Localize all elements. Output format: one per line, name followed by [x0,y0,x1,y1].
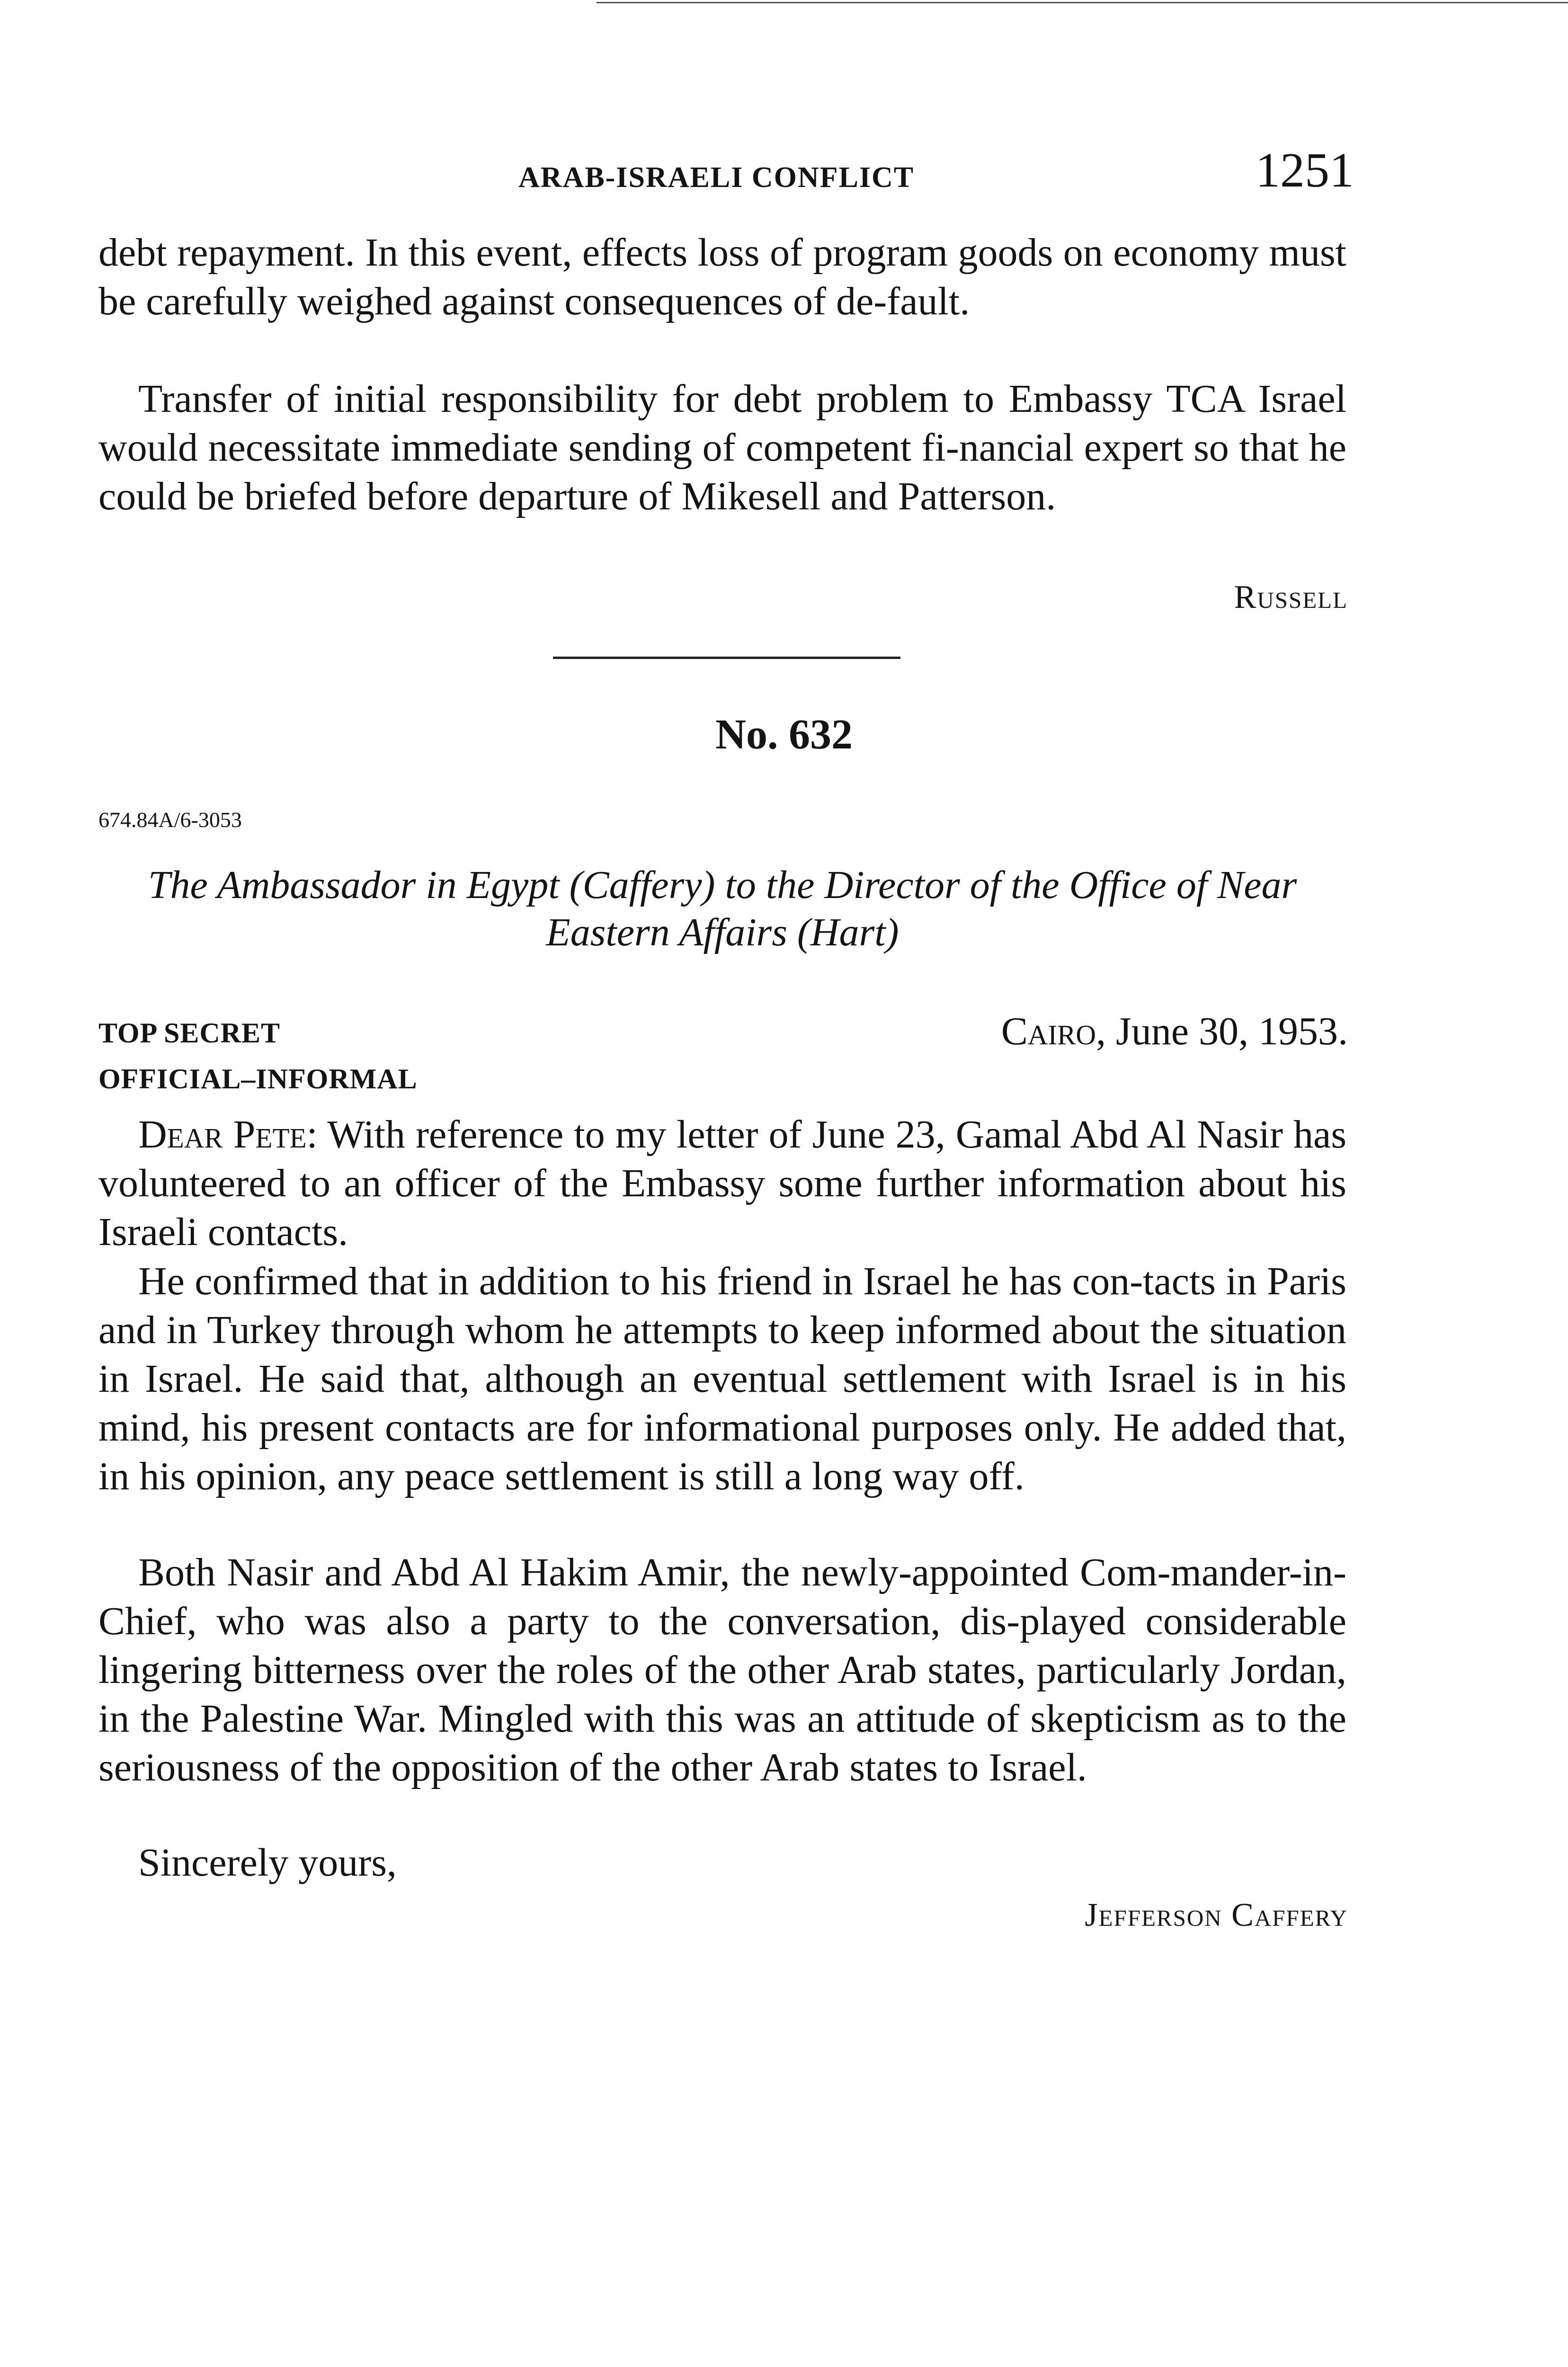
paragraph-1-text: With reference to my letter of June 23, Gamal Abd Al Nasir has volunteered to an officer of the Embassy some further information about his Israeli contacts. [98,1112,1347,1254]
continued-paragraph-2: Transfer of initial responsibility for debt problem to Embassy TCA Israel would necessitate immediate sending of competent fi-nancial expert so that he could be briefed before departure of Mikesell and Patterson. [98,377,1346,518]
running-head [0,143,1568,204]
dateline-date: June 30, 1953. [1116,1009,1348,1053]
letter-paragraph-2: He confirmed that in addition to his friend in Israel he has con-tacts in Paris and in Turkey through whom he attempts to keep informed about the situation in Israel. He said that, although an eventual settlement with Israel is in his mind, his present contacts are for informational purposes only. He added that, in his opinion, any peace settlement is still a long way off. [98,1259,1346,1498]
letter-paragraph-3: Both Nasir and Abd Al Hakim Amir, the newly-appointed Com-mander-in-Chief, who was also a party to the conversation, dis-played considerable lingering bitterness over the roles of the other Arab states, particularly Jordan, in the Palestine War. Mingled with this was an attitude of skepticism as to the seriousness of the opposition of the other Arab states to Israel. [98,1550,1346,1789]
closing: Sincerely yours, [138,1841,397,1885]
dateline-place: Cairo, [1001,1009,1106,1053]
top-edge-rule [597,2,1568,3]
document-title: The Ambassador in Egypt (Caffery) to the Director of the Office of Near Eastern Affairs (Hart) [148,863,1297,954]
classification-official-informal: OFFICIAL–INFORMAL [98,1063,418,1095]
running-title: ARAB-ISRAELI CONFLICT [518,161,915,194]
salutation: Dear Pete: [138,1112,318,1157]
previous-signature: Russell [1234,579,1348,615]
continued-paragraph: debt repayment. In this event, effects loss of program goods on economy must be carefully weighed against consequences of de-fault. [98,231,1346,323]
section-divider [553,657,900,659]
letter-paragraph-1 [98,1110,1346,1256]
letter-signature: Jefferson Caffery [1085,1897,1348,1933]
classification-top-secret: TOP SECRET [98,1017,281,1049]
page-number: 1251 [1256,143,1354,197]
document-number: No. 632 [715,711,853,758]
file-reference: 674.84A/6-3053 [98,808,242,832]
dateline [1001,1008,1348,1054]
